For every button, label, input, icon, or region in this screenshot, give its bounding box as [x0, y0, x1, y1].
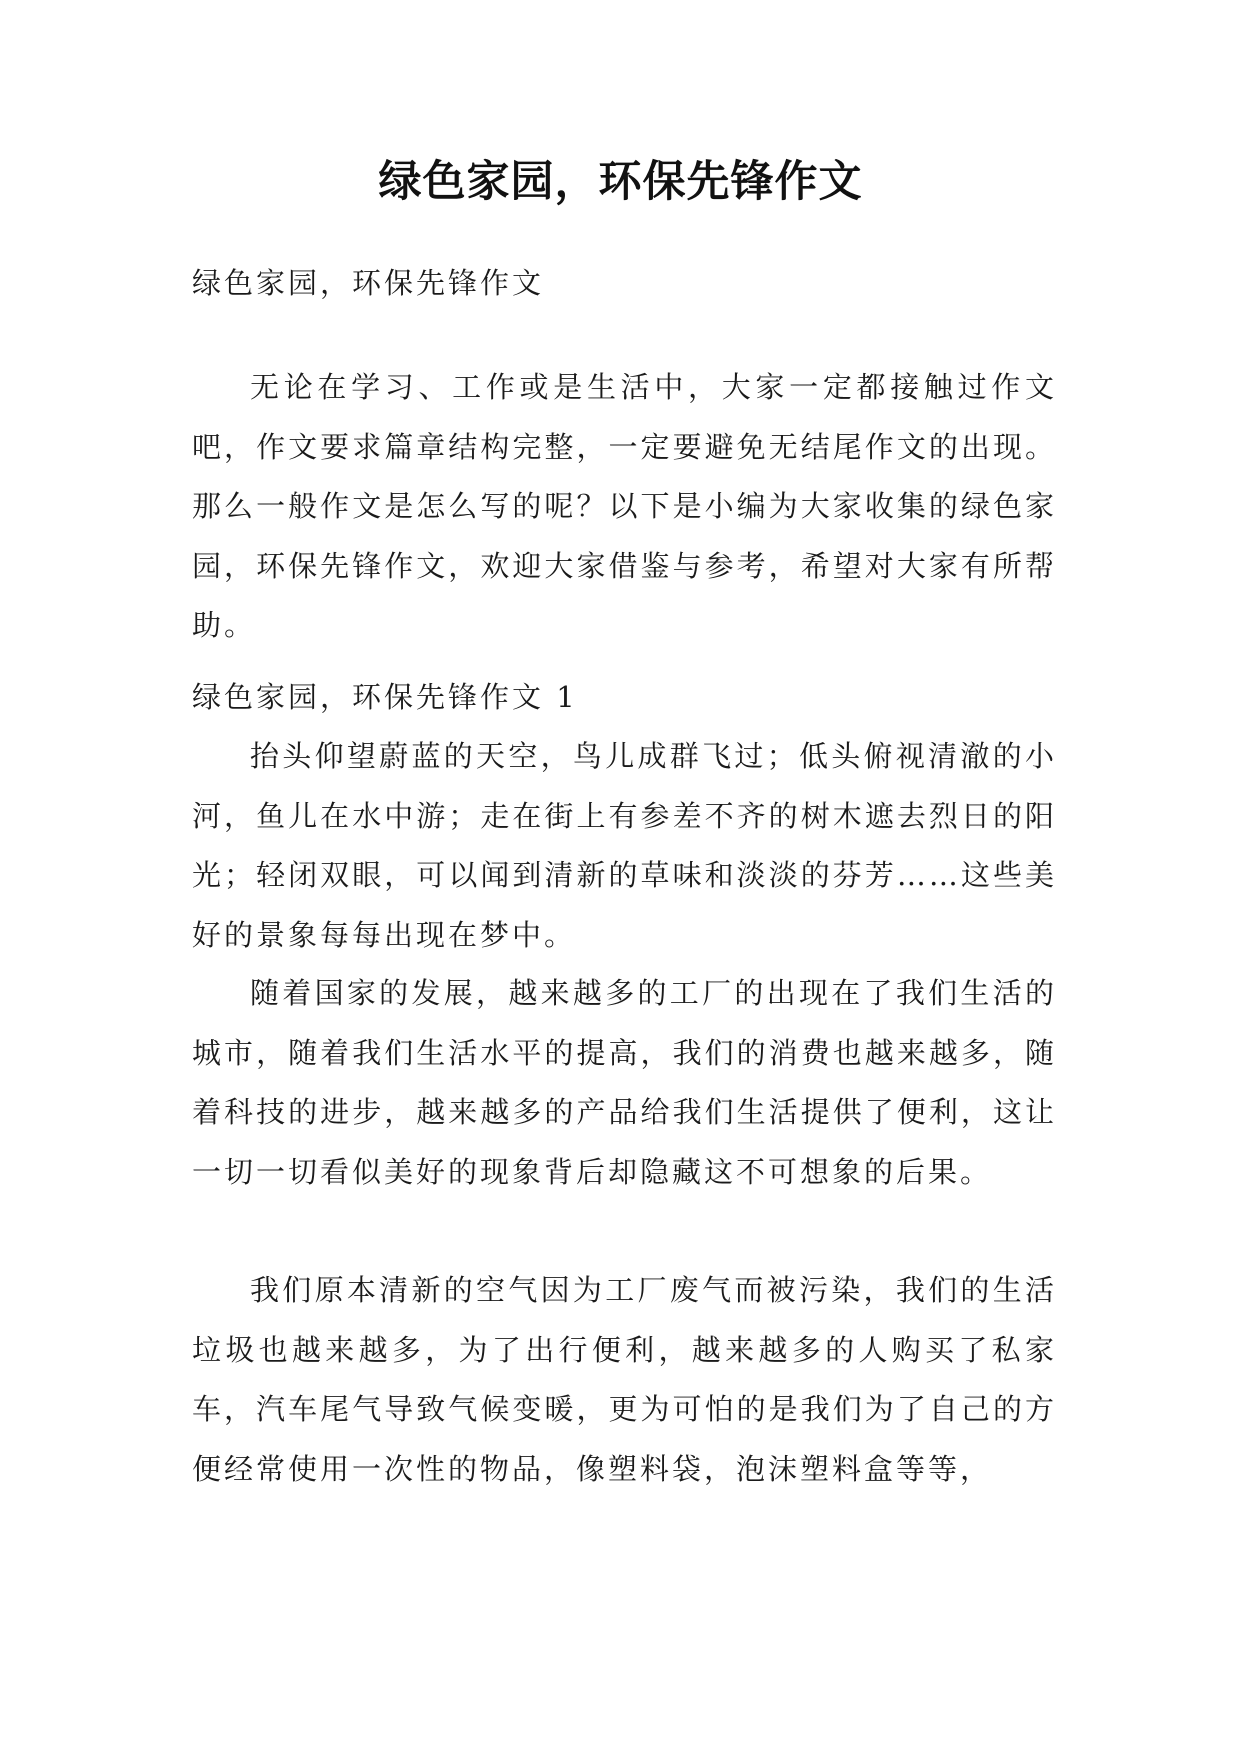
document-subtitle: 绿色家园，环保先锋作文	[192, 266, 545, 300]
paragraph-1: 抬头仰望蔚蓝的天空，鸟儿成群飞过；低头俯视清澈的小河，鱼儿在水中游；走在街上有参差不齐的树木遮去烈日的阳光；轻闭双眼，可以闻到清新的草味和淡淡的芬芳……这些美好的景象每每出现在梦中。	[192, 739, 1057, 952]
paragraph-3: 我们原本清新的空气因为工厂废气而被污染，我们的生活垃圾也越来越多，为了出行便利，越来越多的人购买了私家车，汽车尾气导致气候变暖，更为可怕的是我们为了自己的方便经常使用一次性的物品，像塑料袋，泡沫塑料盒等等，	[192, 1273, 1057, 1486]
paragraph-2: 随着国家的发展，越来越多的工厂的出现在了我们生活的城市，随着我们生活水平的提高，我们的消费也越来越多，随着科技的进步，越来越多的产品给我们生活提供了便利，这让一切一切看似美好的现象背后却隐藏这不可想象的后果。	[192, 976, 1057, 1189]
section-heading: 绿色家园，环保先锋作文 1	[192, 680, 578, 714]
document-title: 绿色家园，环保先锋作文	[378, 157, 863, 207]
intro-paragraph: 无论在学习、工作或是生活中，大家一定都接触过作文吧，作文要求篇章结构完整，一定要避免无结尾作文的出现。那么一般作文是怎么写的呢？以下是小编为大家收集的绿色家园，环保先锋作文，欢迎大家借鉴与参考，希望对大家有所帮助。	[192, 370, 1057, 642]
